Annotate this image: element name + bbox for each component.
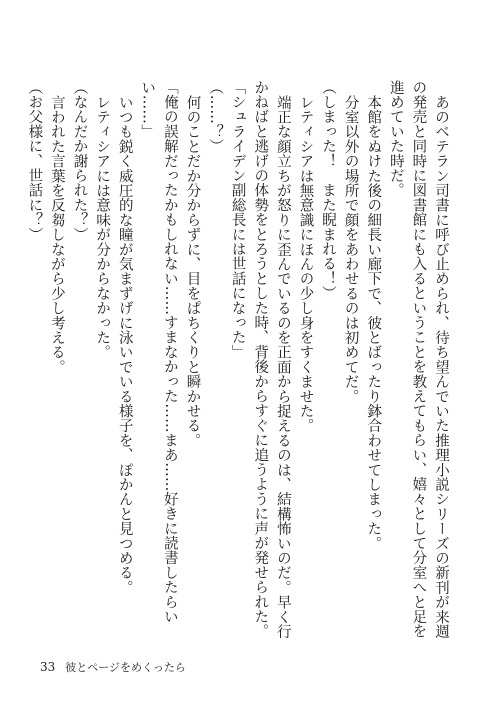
narration-paragraph: あのベテラン司書に呼び止められ、待ち望んでいた推理小説シリーズの新刊が来週の発売と同時に図書館にも入るということを教えてもらい、嬉々として分室へと足を進めていた時だ。 — [387, 80, 449, 639]
narration-paragraph: いつも鋭く威圧的な瞳が気まずげに泳いでいる様子を、ぽかんと見つめる。 — [116, 94, 133, 595]
dialogue-line: （しまった！ また睨まれる！） — [320, 80, 337, 301]
page-footer — [40, 659, 186, 675]
narration-paragraph: 言われた言葉を反芻しながら少し考える。 — [48, 94, 65, 374]
narration-paragraph: 何のことだか分からずに、目をぱちくりと瞬かせる。 — [184, 94, 201, 448]
narration-paragraph: レティシアは無意識にほんの少し身をすくませた。 — [297, 94, 314, 433]
page-number: 33 — [40, 660, 56, 674]
dialogue-line: （お父様に、世話に？） — [26, 80, 43, 242]
running-title: 彼とページをめくったら — [65, 661, 186, 674]
dialogue-line: （……？） — [207, 80, 224, 154]
narration-paragraph: 本館をぬけた後の細長い廊下で、彼とばったり鉢合わせてしまった。 — [365, 94, 382, 551]
dialogue-line: 「シュライデン副総長には世話になった」 — [229, 80, 246, 360]
body-text — [26, 80, 452, 646]
narration-paragraph: 端正な顔立ちが怒りに歪んでいるのを正面から捉えるのは、結構怖いのだ。早く行かねばと逃げの体勢をとろうとした時、背後からすぐに追うように声が発せられた。 — [252, 80, 291, 639]
dialogue-line: （なんだか謝られた？） — [71, 80, 88, 242]
dialogue-line: 「俺の誤解だったかもしれない……すまなかった……まあ……好きに読書したらいい……」 — [139, 80, 178, 624]
narration-paragraph: 分室以外の場所で顔をあわせるのは初めてだ。 — [342, 94, 359, 404]
narration-paragraph: レティシアには意味が分からなかった。 — [94, 94, 111, 360]
